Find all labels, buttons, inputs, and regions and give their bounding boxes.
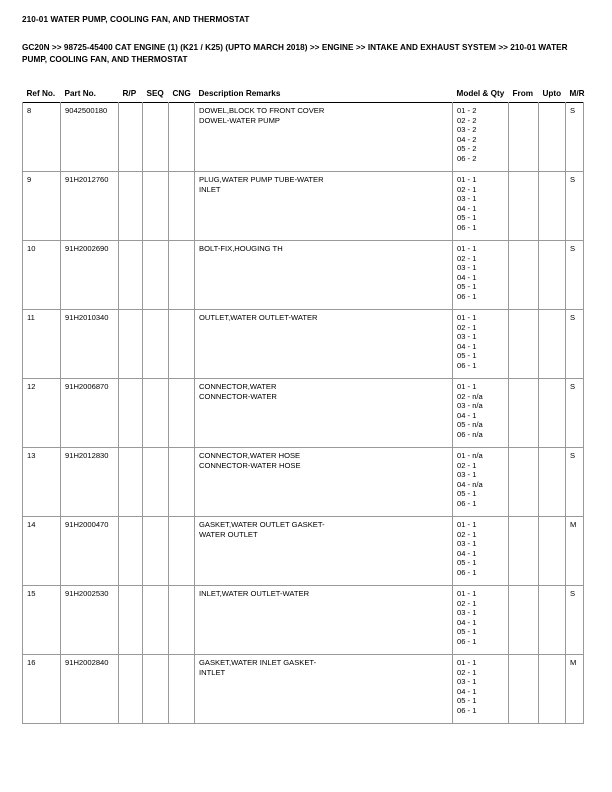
- model-qty-line: 01 - 1: [457, 382, 477, 391]
- cell-rp: [119, 310, 143, 379]
- table-row: [23, 172, 584, 241]
- cell-from: [509, 586, 539, 655]
- cell-ref-no: 8: [23, 103, 61, 172]
- cell-ref-no: 10: [23, 241, 61, 310]
- description-line: DOWEL-WATER PUMP: [199, 115, 280, 125]
- cell-part-no: 91H2012830: [61, 448, 119, 517]
- mr-value: M: [570, 658, 577, 667]
- model-qty-line: 05 - 2: [457, 144, 477, 154]
- cell-mr: [566, 241, 584, 310]
- cell-upto: [539, 517, 566, 586]
- cell-part-no: 91H2006870: [61, 379, 119, 448]
- cell-model-qty: [453, 241, 509, 310]
- mr-value: S: [570, 106, 576, 115]
- model-qty-line: 06 - n/a: [457, 429, 483, 439]
- model-qty-line: 05 - 1: [457, 489, 477, 499]
- model-qty-line: 03 - 1: [457, 332, 477, 342]
- parts-table-container: [22, 84, 583, 724]
- description-line: BOLT-FIX,HOUGING TH: [199, 244, 283, 253]
- cell-seq: [143, 379, 169, 448]
- table-row: [23, 103, 584, 172]
- cell-mr: [566, 448, 584, 517]
- page-title: 210-01 WATER PUMP, COOLING FAN, AND THERMOSTAT: [22, 15, 250, 24]
- column-header-cng: CNG: [172, 89, 191, 98]
- cell-description-remarks: [195, 586, 453, 655]
- cell-from: [509, 310, 539, 379]
- cell-mr: [566, 103, 584, 172]
- model-qty-line: 01 - 1: [457, 589, 477, 598]
- cell-model-qty: [453, 172, 509, 241]
- cell-ref-no: 13: [23, 448, 61, 517]
- mr-value: S: [570, 451, 576, 460]
- description-line: INLET,WATER OUTLET-WATER: [199, 589, 310, 598]
- model-qty-line: 02 - 1: [457, 253, 477, 263]
- description-line: CONNECTOR,WATER HOSE: [199, 451, 301, 460]
- cell-from: [509, 172, 539, 241]
- model-qty-line: 06 - 2: [457, 153, 477, 163]
- model-qty-line: 02 - n/a: [457, 391, 483, 401]
- cell-from: [509, 241, 539, 310]
- model-qty-line: 02 - 1: [457, 184, 477, 194]
- cell-description-remarks: [195, 241, 453, 310]
- cell-part-no: 91H2010340: [61, 310, 119, 379]
- cell-description-remarks: [195, 103, 453, 172]
- model-qty-line: 02 - 1: [457, 460, 477, 470]
- cell-model-qty: [453, 517, 509, 586]
- cell-ref-no: 11: [23, 310, 61, 379]
- cell-mr: [566, 517, 584, 586]
- mr-value: S: [570, 175, 576, 184]
- description-line: CONNECTOR-WATER: [199, 391, 277, 401]
- cell-rp: [119, 379, 143, 448]
- model-qty-line: 04 - 1: [457, 272, 477, 282]
- model-qty-line: 03 - 1: [457, 677, 477, 687]
- table-row: [23, 379, 584, 448]
- column-header-upto: Upto: [542, 89, 562, 98]
- cell-cng: [169, 310, 195, 379]
- cell-upto: [539, 586, 566, 655]
- table-row: [23, 448, 584, 517]
- model-qty-line: 06 - 1: [457, 222, 477, 232]
- column-header-model-qty: Model & Qty: [456, 89, 505, 98]
- cell-from: [509, 379, 539, 448]
- model-qty-line: 02 - 1: [457, 598, 477, 608]
- cell-ref-no: 12: [23, 379, 61, 448]
- model-qty-line: 05 - n/a: [457, 420, 483, 430]
- model-qty-line: 04 - 1: [457, 203, 477, 213]
- cell-ref-no: 9: [23, 172, 61, 241]
- model-qty-line: 01 - 1: [457, 175, 477, 184]
- model-qty-line: 05 - 1: [457, 282, 477, 292]
- mr-value: S: [570, 313, 576, 322]
- cell-part-no: 91H2002840: [61, 655, 119, 724]
- column-header-from: From: [512, 89, 533, 98]
- description-line: CONNECTOR,WATER: [199, 382, 277, 391]
- cell-model-qty: [453, 655, 509, 724]
- cell-upto: [539, 310, 566, 379]
- description-line: OUTLET,WATER OUTLET-WATER: [199, 313, 318, 322]
- cell-description-remarks: [195, 379, 453, 448]
- model-qty-line: 02 - 1: [457, 529, 477, 539]
- cell-seq: [143, 310, 169, 379]
- model-qty-line: 04 - n/a: [457, 479, 483, 489]
- cell-from: [509, 517, 539, 586]
- model-qty-line: 06 - 1: [457, 705, 477, 715]
- mr-value: S: [570, 589, 576, 598]
- breadcrumb: GC20N >> 98725-45400 CAT ENGINE (1) (K21 / K25) (UPTO MARCH 2018) >> ENGINE >> INTAKE AND EXHAUST SYSTEM >> 210-01 WATER PUMP, COOLING FAN, AND THERMOSTAT: [22, 43, 568, 64]
- cell-rp: [119, 172, 143, 241]
- cell-seq: [143, 241, 169, 310]
- cell-model-qty: [453, 379, 509, 448]
- cell-upto: [539, 655, 566, 724]
- cell-cng: [169, 241, 195, 310]
- model-qty-line: 05 - 1: [457, 213, 477, 223]
- cell-cng: [169, 517, 195, 586]
- cell-description-remarks: [195, 517, 453, 586]
- cell-part-no: 9042500180: [61, 103, 119, 172]
- model-qty-line: 06 - 1: [457, 360, 477, 370]
- cell-mr: [566, 310, 584, 379]
- column-header-mr: M/R: [569, 89, 585, 98]
- model-qty-line: 04 - 1: [457, 548, 477, 558]
- cell-rp: [119, 586, 143, 655]
- cell-rp: [119, 517, 143, 586]
- model-qty-line: 03 - 1: [457, 608, 477, 618]
- cell-ref-no: 16: [23, 655, 61, 724]
- model-qty-line: 06 - 1: [457, 498, 477, 508]
- model-qty-line: 05 - 1: [457, 558, 477, 568]
- cell-part-no: 91H2012760: [61, 172, 119, 241]
- table-header: [23, 84, 584, 103]
- column-header-ref-no: Ref No.: [26, 89, 56, 98]
- cell-from: [509, 103, 539, 172]
- model-qty-line: 01 - 1: [457, 313, 477, 322]
- cell-description-remarks: [195, 310, 453, 379]
- column-header-rp: R/P: [122, 89, 137, 98]
- model-qty-line: 04 - 1: [457, 410, 477, 420]
- cell-cng: [169, 448, 195, 517]
- model-qty-line: 03 - 1: [457, 470, 477, 480]
- cell-seq: [143, 172, 169, 241]
- cell-rp: [119, 241, 143, 310]
- cell-cng: [169, 586, 195, 655]
- cell-mr: [566, 172, 584, 241]
- cell-cng: [169, 172, 195, 241]
- model-qty-line: 03 - n/a: [457, 401, 483, 411]
- model-qty-line: 06 - 1: [457, 291, 477, 301]
- cell-rp: [119, 448, 143, 517]
- model-qty-line: 04 - 1: [457, 686, 477, 696]
- cell-part-no: 91H2000470: [61, 517, 119, 586]
- table-row: [23, 586, 584, 655]
- cell-model-qty: [453, 586, 509, 655]
- table-row: [23, 517, 584, 586]
- model-qty-line: 03 - 1: [457, 539, 477, 549]
- model-qty-line: 01 - n/a: [457, 451, 483, 460]
- description-line: INTLET: [199, 667, 226, 677]
- mr-value: S: [570, 382, 576, 391]
- model-qty-line: 03 - 1: [457, 263, 477, 273]
- description-line: GASKET,WATER OUTLET GASKET-: [199, 520, 325, 529]
- table-row: [23, 241, 584, 310]
- parts-table: [22, 84, 584, 724]
- cell-description-remarks: [195, 172, 453, 241]
- description-line: INLET: [199, 184, 221, 194]
- mr-value: S: [570, 244, 576, 253]
- table-row: [23, 310, 584, 379]
- table-row: [23, 655, 584, 724]
- cell-ref-no: 15: [23, 586, 61, 655]
- cell-seq: [143, 517, 169, 586]
- cell-cng: [169, 103, 195, 172]
- model-qty-line: 01 - 2: [457, 106, 477, 115]
- model-qty-line: 01 - 1: [457, 520, 477, 529]
- cell-model-qty: [453, 103, 509, 172]
- model-qty-line: 05 - 1: [457, 351, 477, 361]
- model-qty-line: 06 - 1: [457, 636, 477, 646]
- description-line: GASKET,WATER INLET GASKET-: [199, 658, 317, 667]
- model-qty-line: 03 - 2: [457, 125, 477, 135]
- cell-part-no: 91H2002530: [61, 586, 119, 655]
- model-qty-line: 04 - 2: [457, 134, 477, 144]
- cell-upto: [539, 379, 566, 448]
- cell-cng: [169, 379, 195, 448]
- cell-cng: [169, 655, 195, 724]
- model-qty-line: 02 - 1: [457, 667, 477, 677]
- cell-model-qty: [453, 448, 509, 517]
- cell-upto: [539, 103, 566, 172]
- cell-seq: [143, 448, 169, 517]
- description-line: CONNECTOR-WATER HOSE: [199, 460, 301, 470]
- description-line: WATER OUTLET: [199, 529, 258, 539]
- model-qty-line: 03 - 1: [457, 194, 477, 204]
- description-line: DOWEL,BLOCK TO FRONT COVER: [199, 106, 325, 115]
- cell-mr: [566, 586, 584, 655]
- table-body: [23, 103, 584, 724]
- model-qty-line: 05 - 1: [457, 627, 477, 637]
- cell-description-remarks: [195, 655, 453, 724]
- model-qty-line: 01 - 1: [457, 658, 477, 667]
- column-header-part-no: Part No.: [64, 89, 96, 98]
- cell-description-remarks: [195, 448, 453, 517]
- model-qty-line: 04 - 1: [457, 617, 477, 627]
- model-qty-line: 04 - 1: [457, 341, 477, 351]
- model-qty-line: 02 - 1: [457, 322, 477, 332]
- mr-value: M: [570, 520, 577, 529]
- cell-from: [509, 655, 539, 724]
- model-qty-line: 06 - 1: [457, 567, 477, 577]
- cell-ref-no: 14: [23, 517, 61, 586]
- cell-mr: [566, 379, 584, 448]
- model-qty-line: 05 - 1: [457, 696, 477, 706]
- cell-rp: [119, 655, 143, 724]
- model-qty-line: 02 - 2: [457, 115, 477, 125]
- column-header-seq: SEQ: [146, 89, 164, 98]
- cell-upto: [539, 172, 566, 241]
- cell-rp: [119, 103, 143, 172]
- cell-mr: [566, 655, 584, 724]
- model-qty-line: 01 - 1: [457, 244, 477, 253]
- cell-model-qty: [453, 310, 509, 379]
- cell-seq: [143, 103, 169, 172]
- cell-part-no: 91H2002690: [61, 241, 119, 310]
- cell-seq: [143, 655, 169, 724]
- column-header-description-remarks: Description Remarks: [198, 89, 281, 98]
- description-line: PLUG,WATER PUMP TUBE-WATER: [199, 175, 324, 184]
- cell-seq: [143, 586, 169, 655]
- cell-from: [509, 448, 539, 517]
- cell-upto: [539, 448, 566, 517]
- cell-upto: [539, 241, 566, 310]
